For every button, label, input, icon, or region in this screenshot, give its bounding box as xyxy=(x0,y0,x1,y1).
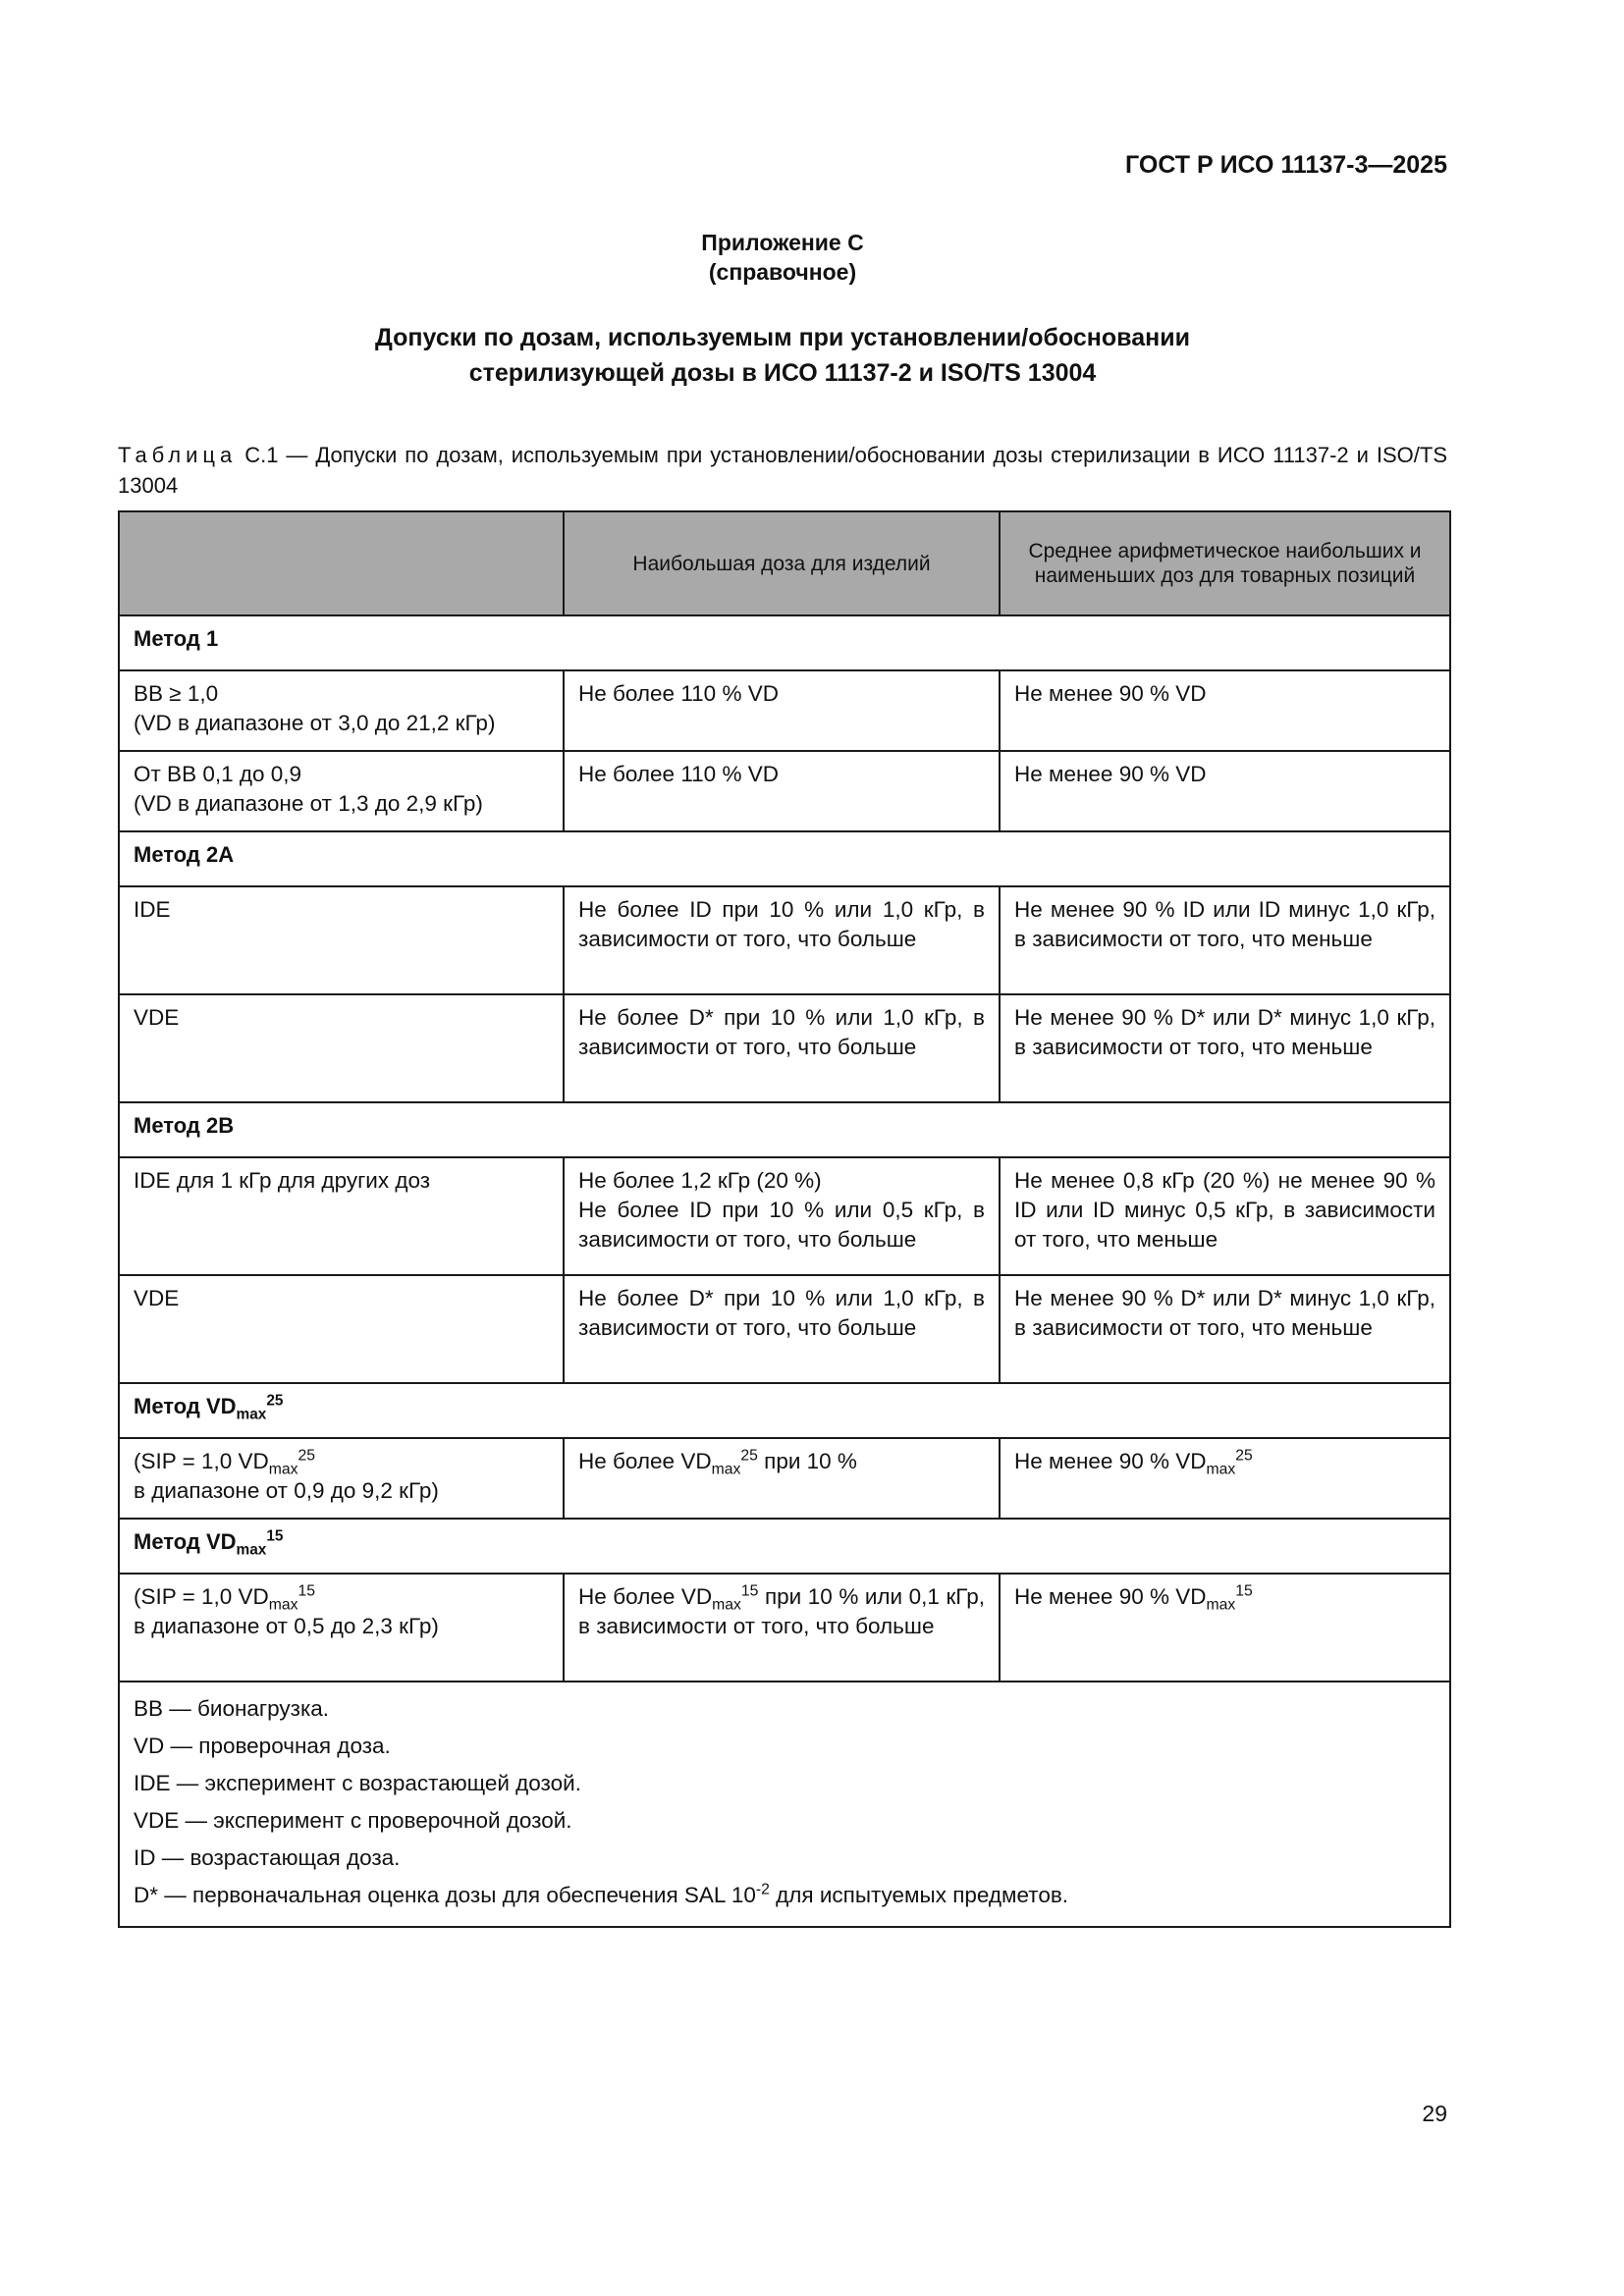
method-vd15-condition: (SIP = 1,0 $VD_{max}^{15}$ в диапазоне от 0,5 до 2,3 кГр) xyxy=(119,1574,564,1682)
table-row xyxy=(119,670,1450,751)
method-1-row-2-condition: От ВВ 0,1 до 0,9 (VD в диапазоне от 1,3 до 2,9 кГр) xyxy=(119,751,564,831)
table-caption xyxy=(118,440,1447,501)
table-header-row xyxy=(119,511,1450,615)
table-row xyxy=(119,1574,1450,1682)
method-vd15-row xyxy=(119,1519,1450,1574)
table-row xyxy=(119,886,1450,994)
dose-tolerance-table xyxy=(118,510,1451,1928)
method-2a-row-2-mean: Не менее 90 % D* или D* минус 1,0 кГр, в зависимости от того, что меньше xyxy=(1000,994,1450,1102)
table-legend xyxy=(119,1682,1450,1927)
method-2b-row xyxy=(119,1102,1450,1157)
annex-title-line-1: Допуски по дозам, используемым при установлении/обосновании xyxy=(375,324,1190,351)
method-1-row-2-max: Не более 110 % VD xyxy=(564,751,1000,831)
method-vd15-mean: Не менее 90 % $VD_{max}^{15}$ xyxy=(1000,1574,1450,1682)
method-1-title: Метод 1 xyxy=(119,615,1450,670)
annex-title-line-2: стерилизующей дозы в ИСО 11137-2 и ISO/TS 13004 xyxy=(468,359,1097,387)
table-row xyxy=(119,751,1450,831)
annex-heading xyxy=(0,228,1565,287)
legend-vde: VDE — эксперимент с проверочной дозой. xyxy=(134,1808,572,1833)
method-2b-row-1-max: Не более 1,2 кГр (20 %) Не более ID при 10 % или 0,5 кГр, в зависимости от того, что больше xyxy=(564,1157,1000,1275)
method-2a-row xyxy=(119,831,1450,886)
method-1-row xyxy=(119,615,1450,670)
legend-id: ID — возрастающая доза. xyxy=(134,1845,401,1870)
method-1-row-1-max: Не более 110 % VD xyxy=(564,670,1000,751)
method-vd25-condition: (SIP = 1,0 $VD_{max}^{25}$ в диапазоне от 0,9 до 9,2 кГр) xyxy=(119,1438,564,1519)
method-2a-row-2-max: Не более D* при 10 % или 1,0 кГр, в зависимости от того, что больше xyxy=(564,994,1000,1102)
annex-title xyxy=(0,320,1565,391)
legend-dstar: D* — первоначальная оценка дозы для обеспечения SAL $10^{-2}$ для испытуемых предметов. xyxy=(134,1881,1069,1907)
method-vd25-title: Метод $VD_{max}^{25}$ xyxy=(119,1383,1450,1438)
legend-row xyxy=(119,1682,1450,1927)
method-vd15-max: Не более $VD_{max}^{15}$ при 10 % или 0,1 кГр, в зависимости от того, что больше xyxy=(564,1574,1000,1682)
method-2b-row-2-max: Не более D* при 10 % или 1,0 кГр, в зависимости от того, что больше xyxy=(564,1275,1000,1383)
method-2b-row-1-condition: IDE для 1 кГр для других доз xyxy=(119,1157,564,1275)
method-2b-row-2-condition: VDE xyxy=(119,1275,564,1383)
table-row xyxy=(119,994,1450,1102)
method-vd25-max: Не более $VD_{max}^{25}$ при 10 % xyxy=(564,1438,1000,1519)
method-1-row-1-mean: Не менее 90 % VD xyxy=(1000,670,1450,751)
annex-label: Приложение С xyxy=(701,230,864,255)
method-2a-row-1-mean: Не менее 90 % ID или ID минус 1,0 кГр, в зависимости от того, что меньше xyxy=(1000,886,1450,994)
method-2a-title: Метод 2А xyxy=(119,831,1450,886)
method-2a-row-2-condition: VDE xyxy=(119,994,564,1102)
method-vd25-row xyxy=(119,1383,1450,1438)
table-row xyxy=(119,1275,1450,1383)
table-row xyxy=(119,1157,1450,1275)
method-2a-row-1-condition: IDE xyxy=(119,886,564,994)
page-number: 29 xyxy=(1422,2101,1447,2126)
legend-bb: ВВ — бионагрузка. xyxy=(134,1696,330,1721)
table-caption-text: С.1 — Допуски по дозам, используемым при установлении/обосновании дозы стерилизации в ИСО 11137-2 и ISO/TS 13004 xyxy=(118,443,1447,498)
header-mean-dose: Среднее арифметическое наибольших и наименьших доз для товарных позиций xyxy=(1000,511,1450,615)
legend-vd: VD — проверочная доза. xyxy=(134,1734,391,1758)
table-caption-label: Таблица xyxy=(118,443,238,467)
method-vd15-title: Метод $VD_{max}^{15}$ xyxy=(119,1519,1450,1574)
method-2a-row-1-max: Не более ID при 10 % или 1,0 кГр, в зависимости от того, что больше xyxy=(564,886,1000,994)
legend-ide: IDE — эксперимент с возрастающей дозой. xyxy=(134,1771,581,1795)
header-max-dose: Наибольшая доза для изделий xyxy=(564,511,1000,615)
method-1-row-2-mean: Не менее 90 % VD xyxy=(1000,751,1450,831)
table-row xyxy=(119,1438,1450,1519)
annex-type: (справочное) xyxy=(708,259,857,285)
method-2b-title: Метод 2В xyxy=(119,1102,1450,1157)
method-2b-row-1-mean: Не менее 0,8 кГр (20 %) не менее 90 % ID или ID минус 0,5 кГр, в зависимости от того, что меньше xyxy=(1000,1157,1450,1275)
method-vd25-mean: Не менее 90 % $VD_{max}^{25}$ xyxy=(1000,1438,1450,1519)
standard-code: ГОСТ Р ИСО 11137-3—2025 xyxy=(1125,151,1447,179)
method-1-row-1-condition: ВВ ≥ 1,0 (VD в диапазоне от 3,0 до 21,2 кГр) xyxy=(119,670,564,751)
method-2b-row-2-mean: Не менее 90 % D* или D* минус 1,0 кГр, в зависимости от того, что меньше xyxy=(1000,1275,1450,1383)
header-empty xyxy=(119,511,564,615)
